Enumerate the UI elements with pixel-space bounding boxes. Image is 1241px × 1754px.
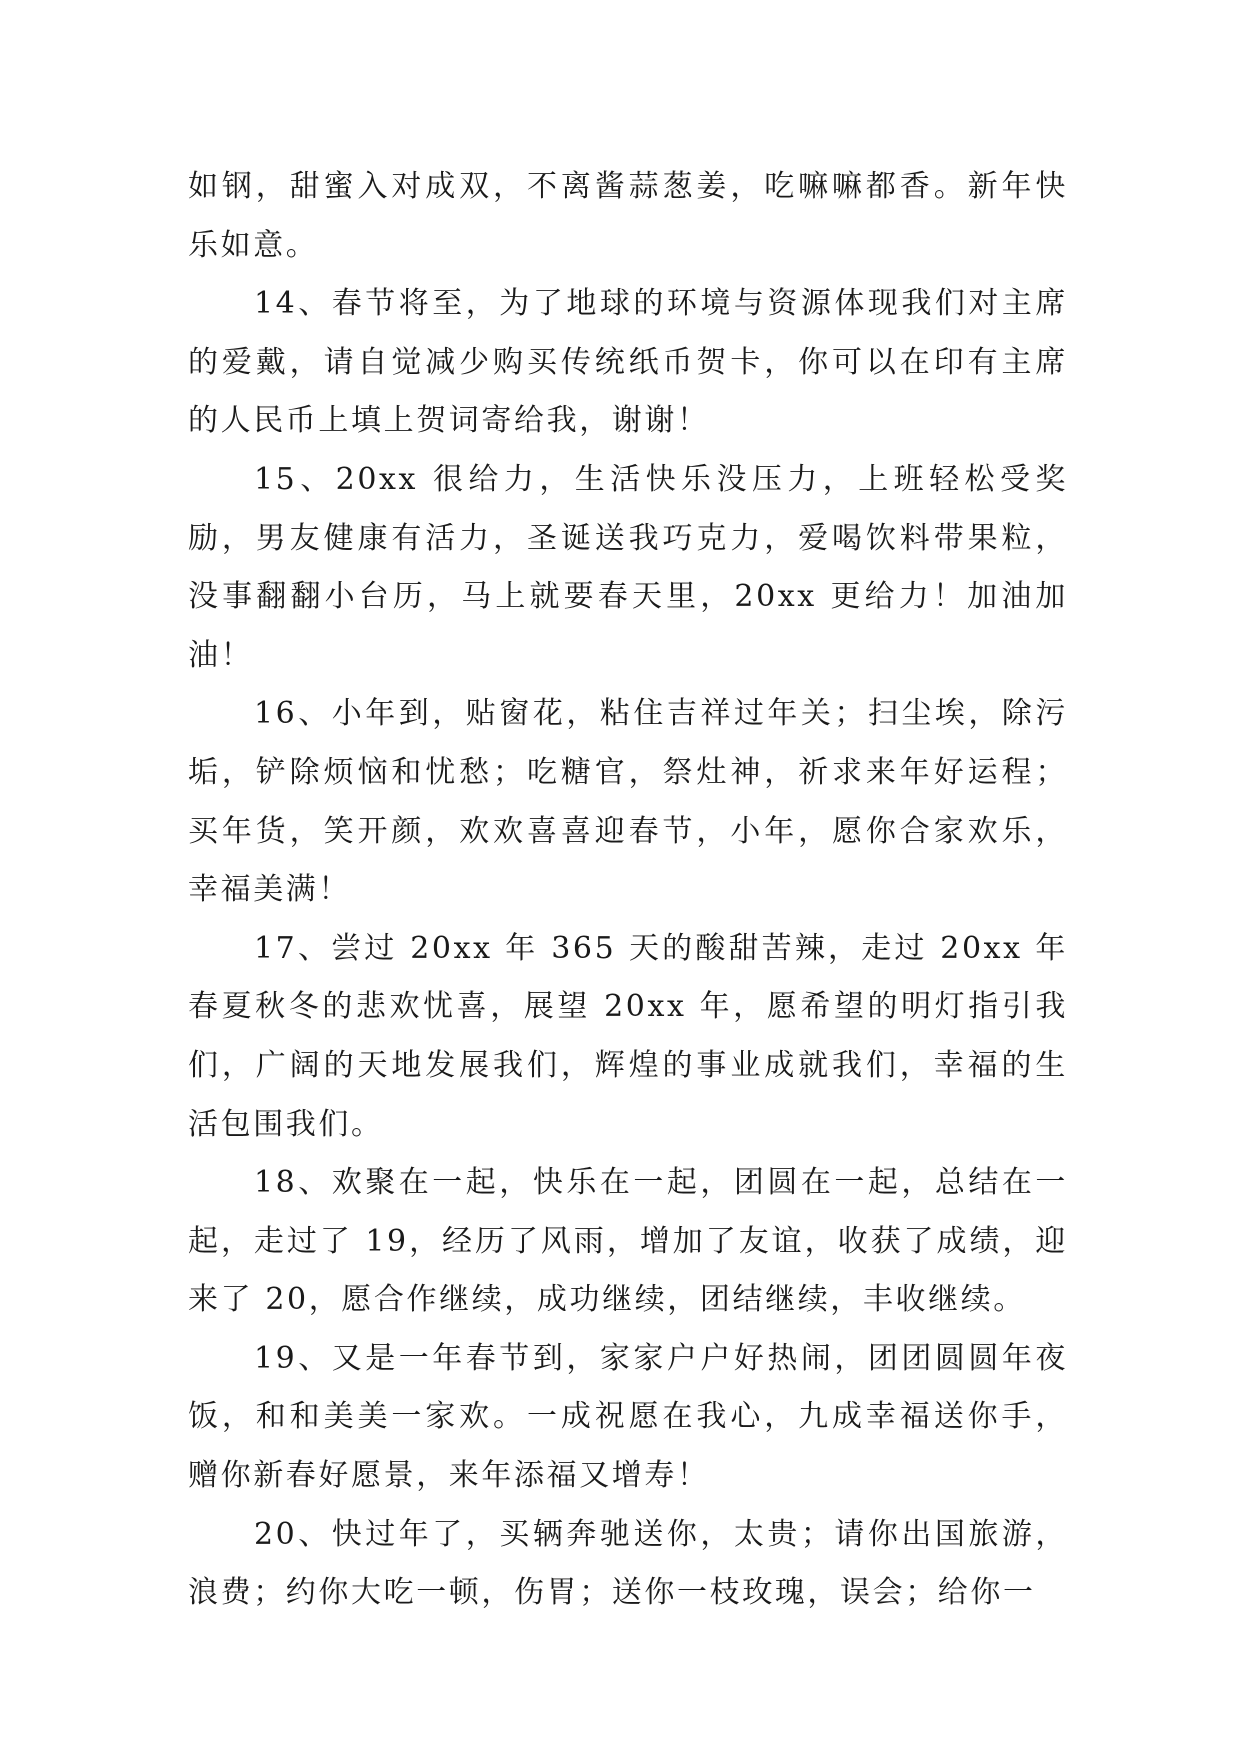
paragraph-16: 16、小年到，贴窗花，粘住吉祥过年关；扫尘埃，除污垢，铲除烦恼和忧愁；吃糖官，祭灶神，祈求来年好运程；买年货，笑开颜，欢欢喜喜迎春节，小年，愿你合家欢乐，幸福美满！ bbox=[188, 696, 1068, 908]
document-body bbox=[188, 158, 1068, 1623]
paragraph-14: 14、春节将至，为了地球的环境与资源体现我们对主席的爱戴，请自觉减少购买传统纸币贺卡，你可以在印有主席的人民币上填上贺词寄给我，谢谢！ bbox=[188, 286, 1068, 439]
paragraph-18: 18、欢聚在一起，快乐在一起，团圆在一起，总结在一起，走过了 19，经历了风雨，增加了友谊，收获了成绩，迎来了 20，愿合作继续，成功继续，团结继续，丰收继续。 bbox=[188, 1165, 1068, 1318]
paragraph-continuation: 如钢，甜蜜入对成双，不离酱蒜葱姜，吃嘛嘛都香。新年快乐如意。 bbox=[188, 169, 1068, 263]
paragraph-15: 15、20xx 很给力，生活快乐没压力，上班轻松受奖励，男友健康有活力，圣诞送我巧克力，爱喝饮料带果粒，没事翻翻小台历，马上就要春天里，20xx 更给力！加油加油！ bbox=[188, 461, 1068, 673]
paragraph-19: 19、又是一年春节到，家家户户好热闹，团团圆圆年夜饭，和和美美一家欢。一成祝愿在我心，九成幸福送你手，赠你新春好愿景，来年添福又增寿！ bbox=[188, 1340, 1068, 1494]
paragraph-20: 20、快过年了，买辆奔驰送你，太贵；请你出国旅游，浪费；约你大吃一顿，伤胃；送你一枝玫瑰，误会；给你一 bbox=[188, 1516, 1068, 1611]
paragraph-17: 17、尝过 20xx 年 365 天的酸甜苦辣，走过 20xx 年春夏秋冬的悲欢忧喜，展望 20xx 年，愿希望的明灯指引我们，广阔的天地发展我们，辉煌的事业成就我们，幸福的生活包围我们。 bbox=[188, 930, 1068, 1142]
